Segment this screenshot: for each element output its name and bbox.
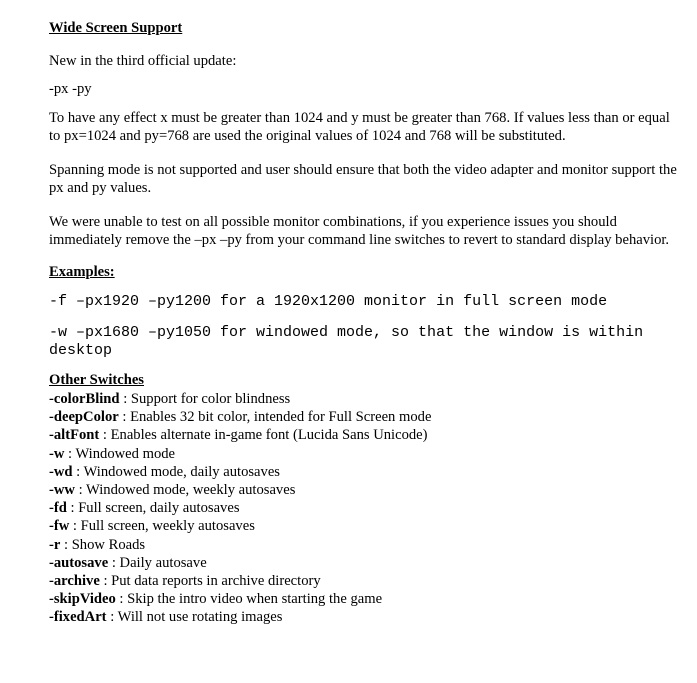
list-item: [49, 572, 679, 590]
switch-desc: : Full screen, daily autosaves: [66, 500, 240, 517]
switch-desc: : Enables alternate in-game font (Lucida Sans Unicode): [99, 427, 428, 444]
examples-heading: Examples:: [49, 264, 115, 280]
switch-name: -fd: [49, 500, 67, 517]
intro-text: New in the third official update:: [49, 53, 237, 69]
switch-list: [49, 390, 679, 627]
switch-name: -autosave: [49, 554, 109, 571]
switch-desc: : Full screen, weekly autosaves: [69, 518, 255, 535]
testing-paragraph: We were unable to test on all possible monitor combinations, if you experience issues you should immediately remove the –px –py from your command line switches to revert to standard display behavior.: [49, 214, 670, 248]
switch-name: -ww: [49, 482, 75, 499]
switch-name: -fixedArt: [49, 609, 107, 626]
switch-desc: : Will not use rotating images: [106, 609, 283, 626]
list-item: [49, 445, 679, 463]
list-item: [49, 590, 679, 608]
list-item: [49, 426, 679, 444]
switch-desc: : Put data reports in archive directory: [99, 573, 321, 590]
switch-name: -altFont: [49, 427, 100, 444]
document-body: [49, 19, 679, 627]
list-item: [49, 481, 679, 499]
example-fullscreen: -f –px1920 –py1200 for a 1920x1200 monitor in full screen mode: [49, 293, 608, 310]
switch-desc: : Show Roads: [60, 536, 146, 553]
page-title: Wide Screen Support: [49, 20, 183, 36]
switch-name: -skipVideo: [49, 591, 116, 608]
switch-name: -wd: [49, 463, 73, 480]
switch-name: -deepColor: [49, 409, 119, 426]
switch-name: -fw: [49, 518, 70, 535]
list-item: [49, 408, 679, 426]
example-windowed: -w –px1680 –py1050 for windowed mode, so that the window is within desktop: [49, 324, 644, 359]
effect-paragraph: To have any effect x must be greater than 1024 and y must be greater than 768. If values less than or equal to px=1024 and py=768 are used the original values of 1024 and 768 will be substituted.: [49, 110, 670, 144]
switch-desc: : Windowed mode, daily autosaves: [72, 463, 280, 480]
switch-desc: : Daily autosave: [108, 554, 207, 571]
args-text: -px -py: [49, 81, 92, 97]
list-item: [49, 608, 679, 626]
switch-desc: : Windowed mode: [64, 445, 176, 462]
spanning-paragraph: Spanning mode is not supported and user should ensure that both the video adapter and monitor support the px and py values.: [49, 162, 677, 196]
switch-desc: : Support for color blindness: [119, 391, 291, 407]
switch-desc: : Enables 32 bit color, intended for Full Screen mode: [118, 409, 432, 426]
switch-desc: : Windowed mode, weekly autosaves: [74, 482, 296, 499]
switch-name: -archive: [49, 573, 100, 590]
list-item: [49, 463, 679, 481]
switch-desc: : Skip the intro video when starting the game: [115, 591, 383, 608]
switches-heading: Other Switches: [49, 372, 144, 388]
switch-name: -r: [49, 536, 61, 553]
list-item: [49, 390, 679, 408]
list-item: [49, 554, 679, 572]
list-item: [49, 517, 679, 535]
list-item: [49, 499, 679, 517]
switch-name: -w: [49, 445, 65, 462]
list-item: [49, 536, 679, 554]
switch-name: -colorBlind: [49, 391, 120, 407]
